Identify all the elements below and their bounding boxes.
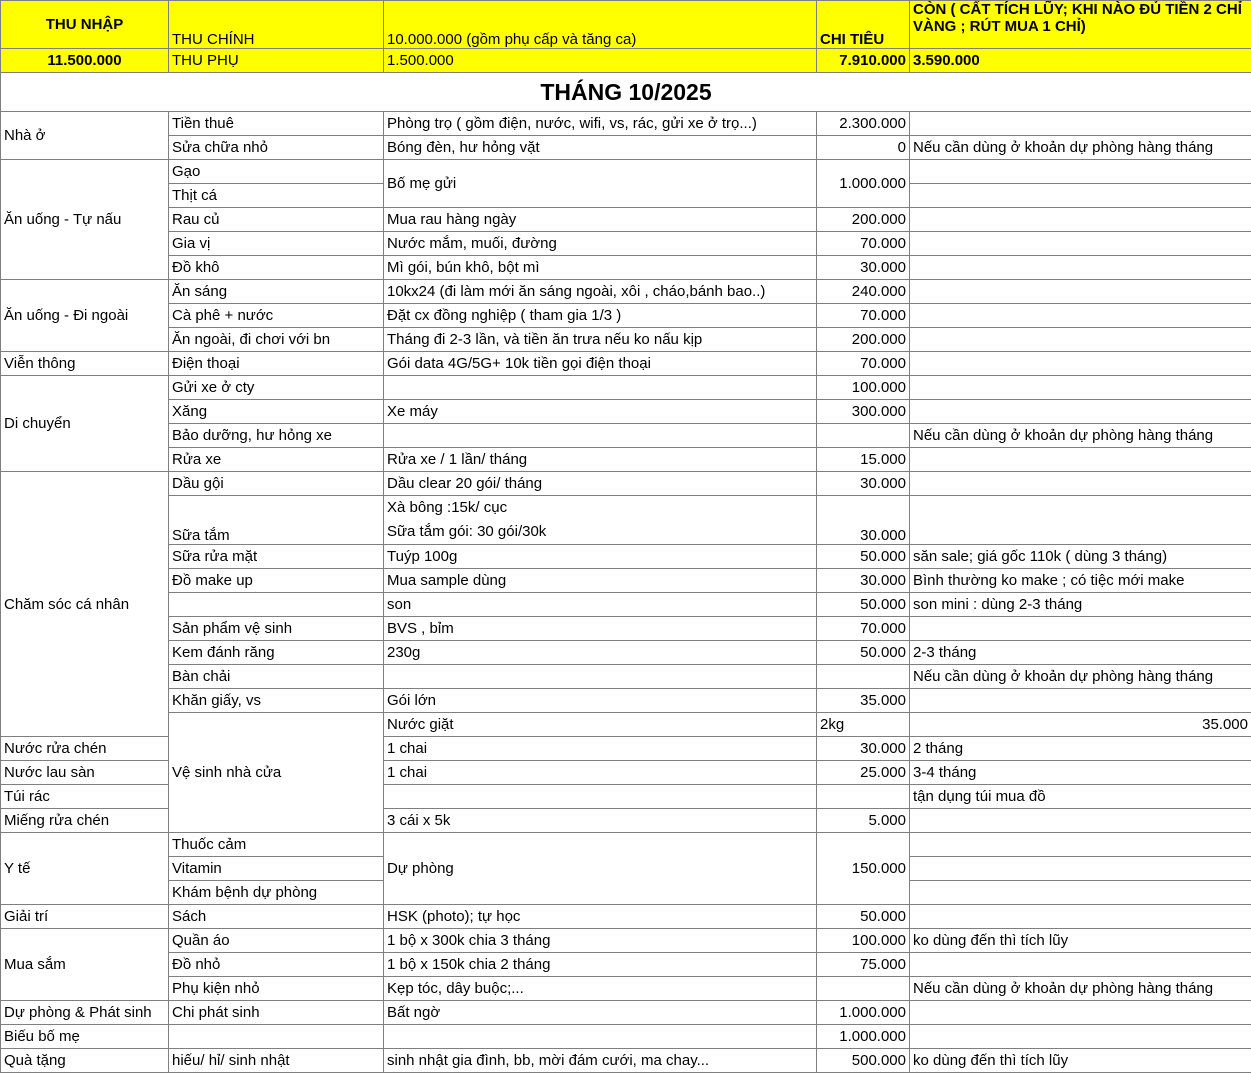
- amount-cell[interactable]: 240.000: [817, 280, 910, 304]
- detail-cell[interactable]: 230g: [384, 641, 817, 665]
- note-cell[interactable]: [910, 1001, 1251, 1025]
- amount-cell[interactable]: 2.300.000: [817, 112, 910, 136]
- note-cell[interactable]: [910, 905, 1251, 929]
- detail-cell[interactable]: Mua sample dùng: [384, 569, 817, 593]
- amount-cell[interactable]: 1.000.000: [817, 1001, 910, 1025]
- detail-cell[interactable]: Dầu clear 20 gói/ tháng: [384, 472, 817, 496]
- detail-cell[interactable]: [384, 376, 817, 400]
- detail-cell[interactable]: Dự phòng: [384, 833, 817, 905]
- amount-cell[interactable]: 50.000: [817, 545, 910, 569]
- item-cell[interactable]: [169, 593, 384, 617]
- detail-cell[interactable]: Tháng đi 2-3 lần, và tiền ăn trưa nếu ko nấu kịp: [384, 328, 817, 352]
- group-cell[interactable]: Chăm sóc cá nhân: [1, 472, 169, 737]
- amount-cell[interactable]: 500.000: [817, 1049, 910, 1073]
- item-cell[interactable]: Đồ nhỏ: [169, 953, 384, 977]
- amount-cell[interactable]: 70.000: [817, 617, 910, 641]
- amount-cell[interactable]: 0: [817, 136, 910, 160]
- amount-cell[interactable]: 200.000: [817, 208, 910, 232]
- amount-cell[interactable]: 50.000: [817, 641, 910, 665]
- item-cell[interactable]: Thuốc cảm: [169, 833, 384, 857]
- item-cell[interactable]: Kem đánh răng: [169, 641, 384, 665]
- note-cell[interactable]: [910, 328, 1251, 352]
- detail-cell[interactable]: Đặt cx đồng nghiệp ( tham gia 1/3 ): [384, 304, 817, 328]
- income-label-cell[interactable]: THU NHẬP: [1, 1, 169, 49]
- item-cell[interactable]: Sách: [169, 905, 384, 929]
- amount-cell[interactable]: 300.000: [817, 400, 910, 424]
- note-cell[interactable]: Nếu cần dùng ở khoản dự phòng hàng tháng: [910, 977, 1251, 1001]
- amount-cell[interactable]: 1.000.000: [817, 1025, 910, 1049]
- note-cell[interactable]: [910, 953, 1251, 977]
- group-cell[interactable]: Y tế: [1, 833, 169, 905]
- note-cell[interactable]: 2-3 tháng: [910, 641, 1251, 665]
- detail-cell[interactable]: Mì gói, bún khô, bột mì: [384, 256, 817, 280]
- item-cell[interactable]: Rau củ: [169, 208, 384, 232]
- note-cell[interactable]: [910, 400, 1251, 424]
- note-cell[interactable]: Nếu cần dùng ở khoản dự phòng hàng tháng: [910, 424, 1251, 448]
- detail-cell[interactable]: Mua rau hàng ngày: [384, 208, 817, 232]
- amount-cell[interactable]: 5.000: [817, 809, 910, 833]
- group-cell[interactable]: Giải trí: [1, 905, 169, 929]
- amount-cell[interactable]: 15.000: [817, 448, 910, 472]
- note-cell[interactable]: Nếu cần dùng ở khoản dự phòng hàng tháng: [910, 136, 1251, 160]
- detail-cell[interactable]: Rửa xe / 1 lần/ tháng: [384, 448, 817, 472]
- detail-cell[interactable]: Tuýp 100g: [384, 545, 817, 569]
- note-cell[interactable]: [910, 112, 1251, 136]
- note-cell[interactable]: [910, 472, 1251, 496]
- item-cell[interactable]: Vitamin: [169, 857, 384, 881]
- note-cell[interactable]: Bình thường ko make ; có tiệc mới make: [910, 569, 1251, 593]
- group-cell[interactable]: Ăn uống - Tự nấu: [1, 160, 169, 280]
- remain-value-cell[interactable]: 3.590.000: [910, 49, 1251, 73]
- group-cell[interactable]: Dự phòng & Phát sinh: [1, 1001, 169, 1025]
- note-cell[interactable]: [910, 184, 1251, 208]
- amount-cell[interactable]: 100.000: [817, 929, 910, 953]
- group-cell[interactable]: Di chuyển: [1, 376, 169, 472]
- detail-cell[interactable]: 10kx24 (đi làm mới ăn sáng ngoài, xôi , cháo,bánh bao..): [384, 280, 817, 304]
- note-cell[interactable]: tận dụng túi mua đồ: [910, 785, 1251, 809]
- side-income-label-cell[interactable]: THU PHỤ: [169, 49, 384, 73]
- note-cell[interactable]: ko dùng đến thì tích lũy: [910, 929, 1251, 953]
- amount-cell[interactable]: [817, 665, 910, 689]
- note-cell[interactable]: [910, 352, 1251, 376]
- detail-cell[interactable]: [384, 1025, 817, 1049]
- detail-cell[interactable]: sinh nhật gia đình, bb, mời đám cưới, ma chay...: [384, 1049, 817, 1073]
- note-cell[interactable]: [910, 689, 1251, 713]
- amount-cell[interactable]: 30.000: [817, 569, 910, 593]
- item-cell[interactable]: Sản phẩm vệ sinh: [169, 617, 384, 641]
- income-total-cell[interactable]: 11.500.000: [1, 49, 169, 73]
- item-cell[interactable]: Rửa xe: [169, 448, 384, 472]
- note-cell[interactable]: [910, 160, 1251, 184]
- item-cell[interactable]: Tiền thuê: [169, 112, 384, 136]
- note-cell[interactable]: săn sale; giá gốc 110k ( dùng 3 tháng): [910, 545, 1251, 569]
- note-cell[interactable]: [910, 280, 1251, 304]
- page-title[interactable]: THÁNG 10/2025: [1, 73, 1251, 112]
- group-cell[interactable]: Viễn thông: [1, 352, 169, 376]
- note-cell[interactable]: son mini : dùng 2-3 tháng: [910, 593, 1251, 617]
- expense-label-cell[interactable]: CHI TIÊU: [817, 1, 910, 49]
- detail-cell[interactable]: Xe máy: [384, 400, 817, 424]
- item-cell[interactable]: Túi rác: [1, 785, 169, 809]
- detail-line: Sữa tắm gói: 30 gói/30k: [387, 520, 813, 544]
- amount-cell[interactable]: 70.000: [817, 304, 910, 328]
- item-cell[interactable]: hiếu/ hỉ/ sinh nhật: [169, 1049, 384, 1073]
- note-cell[interactable]: [910, 256, 1251, 280]
- item-cell[interactable]: Đồ make up: [169, 569, 384, 593]
- item-cell[interactable]: Bảo dưỡng, hư hỏng xe: [169, 424, 384, 448]
- detail-cell[interactable]: Bố mẹ gửi: [384, 160, 817, 208]
- item-cell[interactable]: Điện thoại: [169, 352, 384, 376]
- item-cell[interactable]: Chi phát sinh: [169, 1001, 384, 1025]
- group-cell[interactable]: Quà tặng: [1, 1049, 169, 1073]
- item-cell[interactable]: Ăn ngoài, đi chơi với bn: [169, 328, 384, 352]
- main-income-value-cell[interactable]: 10.000.000 (gồm phụ cấp và tăng ca): [384, 1, 817, 49]
- group-cell[interactable]: Mua sắm: [1, 929, 169, 1001]
- item-cell[interactable]: Sửa chữa nhỏ: [169, 136, 384, 160]
- detail-cell[interactable]: 2kg: [817, 713, 910, 737]
- item-cell[interactable]: Miếng rửa chén: [1, 809, 169, 833]
- amount-cell[interactable]: 25.000: [817, 761, 910, 785]
- amount-cell[interactable]: 70.000: [817, 352, 910, 376]
- detail-cell[interactable]: Phòng trọ ( gồm điện, nước, wifi, vs, rác, gửi xe ở trọ...): [384, 112, 817, 136]
- detail-cell[interactable]: [384, 496, 817, 545]
- amount-cell[interactable]: 50.000: [817, 905, 910, 929]
- item-cell[interactable]: Ăn sáng: [169, 280, 384, 304]
- item-cell[interactable]: Gia vị: [169, 232, 384, 256]
- amount-cell[interactable]: 75.000: [817, 953, 910, 977]
- item-cell[interactable]: Thịt cá: [169, 184, 384, 208]
- item-cell[interactable]: Nước lau sàn: [1, 761, 169, 785]
- detail-cell[interactable]: Gói lớn: [384, 689, 817, 713]
- note-cell[interactable]: [910, 617, 1251, 641]
- detail-cell[interactable]: Bất ngờ: [384, 1001, 817, 1025]
- note-cell[interactable]: [910, 496, 1251, 545]
- note-cell[interactable]: Nếu cần dùng ở khoản dự phòng hàng tháng: [910, 665, 1251, 689]
- note-cell[interactable]: 3-4 tháng: [910, 761, 1251, 785]
- note-cell[interactable]: [910, 304, 1251, 328]
- amount-cell[interactable]: 200.000: [817, 328, 910, 352]
- group-cell[interactable]: Vệ sinh nhà cửa: [169, 713, 384, 833]
- note-cell[interactable]: [910, 232, 1251, 256]
- note-cell[interactable]: 2 tháng: [910, 737, 1251, 761]
- amount-cell[interactable]: 150.000: [817, 833, 910, 905]
- remain-label-cell[interactable]: CÒN ( CẤT TÍCH LŨY; KHI NÀO ĐỦ TIỀN 2 CHỈ VÀNG ; RÚT MUA 1 CHỈ): [910, 1, 1251, 49]
- item-cell[interactable]: Cà phê + nước: [169, 304, 384, 328]
- item-cell[interactable]: Nước rửa chén: [1, 737, 169, 761]
- note-cell[interactable]: [910, 881, 1251, 905]
- note-cell[interactable]: [910, 376, 1251, 400]
- group-cell[interactable]: Ăn uống - Đi ngoài: [1, 280, 169, 352]
- detail-cell[interactable]: [384, 785, 817, 809]
- amount-cell[interactable]: 35.000: [910, 713, 1251, 737]
- note-cell[interactable]: [910, 208, 1251, 232]
- item-cell[interactable]: Sữa rửa mặt: [169, 545, 384, 569]
- amount-cell[interactable]: 70.000: [817, 232, 910, 256]
- item-cell[interactable]: Bàn chải: [169, 665, 384, 689]
- amount-cell[interactable]: [817, 424, 910, 448]
- item-cell[interactable]: Sữa tắm: [169, 496, 384, 545]
- detail-cell[interactable]: HSK (photo); tự học: [384, 905, 817, 929]
- amount-cell[interactable]: 100.000: [817, 376, 910, 400]
- item-cell[interactable]: Nước giặt: [384, 713, 817, 737]
- amount-cell[interactable]: [817, 785, 910, 809]
- item-cell[interactable]: Khăn giấy, vs: [169, 689, 384, 713]
- detail-cell[interactable]: 3 cái x 5k: [384, 809, 817, 833]
- amount-cell[interactable]: [817, 977, 910, 1001]
- expense-total-cell[interactable]: 7.910.000: [817, 49, 910, 73]
- item-cell[interactable]: Gửi xe ở cty: [169, 376, 384, 400]
- detail-cell[interactable]: [384, 424, 817, 448]
- detail-cell[interactable]: Nước mắm, muối, đường: [384, 232, 817, 256]
- item-cell[interactable]: Đồ khô: [169, 256, 384, 280]
- detail-cell[interactable]: Bóng đèn, hư hỏng vặt: [384, 136, 817, 160]
- group-cell[interactable]: Biếu bố mẹ: [1, 1025, 169, 1049]
- amount-cell[interactable]: 1.000.000: [817, 160, 910, 208]
- detail-cell[interactable]: son: [384, 593, 817, 617]
- item-cell[interactable]: Khám bệnh dự phòng: [169, 881, 384, 905]
- item-cell[interactable]: Xăng: [169, 400, 384, 424]
- detail-cell[interactable]: BVS , bỉm: [384, 617, 817, 641]
- amount-cell[interactable]: 50.000: [817, 593, 910, 617]
- note-cell[interactable]: [910, 809, 1251, 833]
- item-cell[interactable]: [169, 1025, 384, 1049]
- note-cell[interactable]: [910, 857, 1251, 881]
- detail-cell[interactable]: Gói data 4G/5G+ 10k tiền gọi điện thoại: [384, 352, 817, 376]
- amount-cell[interactable]: 30.000: [817, 737, 910, 761]
- detail-cell[interactable]: [384, 665, 817, 689]
- detail-line: Xà bông :15k/ cục: [387, 496, 813, 520]
- note-cell[interactable]: ko dùng đến thì tích lũy: [910, 1049, 1251, 1073]
- detail-cell[interactable]: 1 bộ x 150k chia 2 tháng: [384, 953, 817, 977]
- side-income-value-cell[interactable]: 1.500.000: [384, 49, 817, 73]
- detail-cell[interactable]: 1 bộ x 300k chia 3 tháng: [384, 929, 817, 953]
- item-cell[interactable]: Phụ kiện nhỏ: [169, 977, 384, 1001]
- note-cell[interactable]: [910, 448, 1251, 472]
- amount-cell[interactable]: 30.000: [817, 472, 910, 496]
- item-cell[interactable]: Gạo: [169, 160, 384, 184]
- group-cell[interactable]: Nhà ở: [1, 112, 169, 160]
- detail-cell[interactable]: 1 chai: [384, 737, 817, 761]
- detail-cell[interactable]: Kẹp tóc, dây buộc;...: [384, 977, 817, 1001]
- note-cell[interactable]: [910, 833, 1251, 857]
- amount-cell[interactable]: 30.000: [817, 496, 910, 545]
- note-cell[interactable]: [910, 1025, 1251, 1049]
- main-income-label-cell[interactable]: THU CHÍNH: [169, 1, 384, 49]
- amount-cell[interactable]: 30.000: [817, 256, 910, 280]
- item-cell[interactable]: Dầu gội: [169, 472, 384, 496]
- item-cell[interactable]: Quần áo: [169, 929, 384, 953]
- amount-cell[interactable]: 35.000: [817, 689, 910, 713]
- detail-cell[interactable]: 1 chai: [384, 761, 817, 785]
